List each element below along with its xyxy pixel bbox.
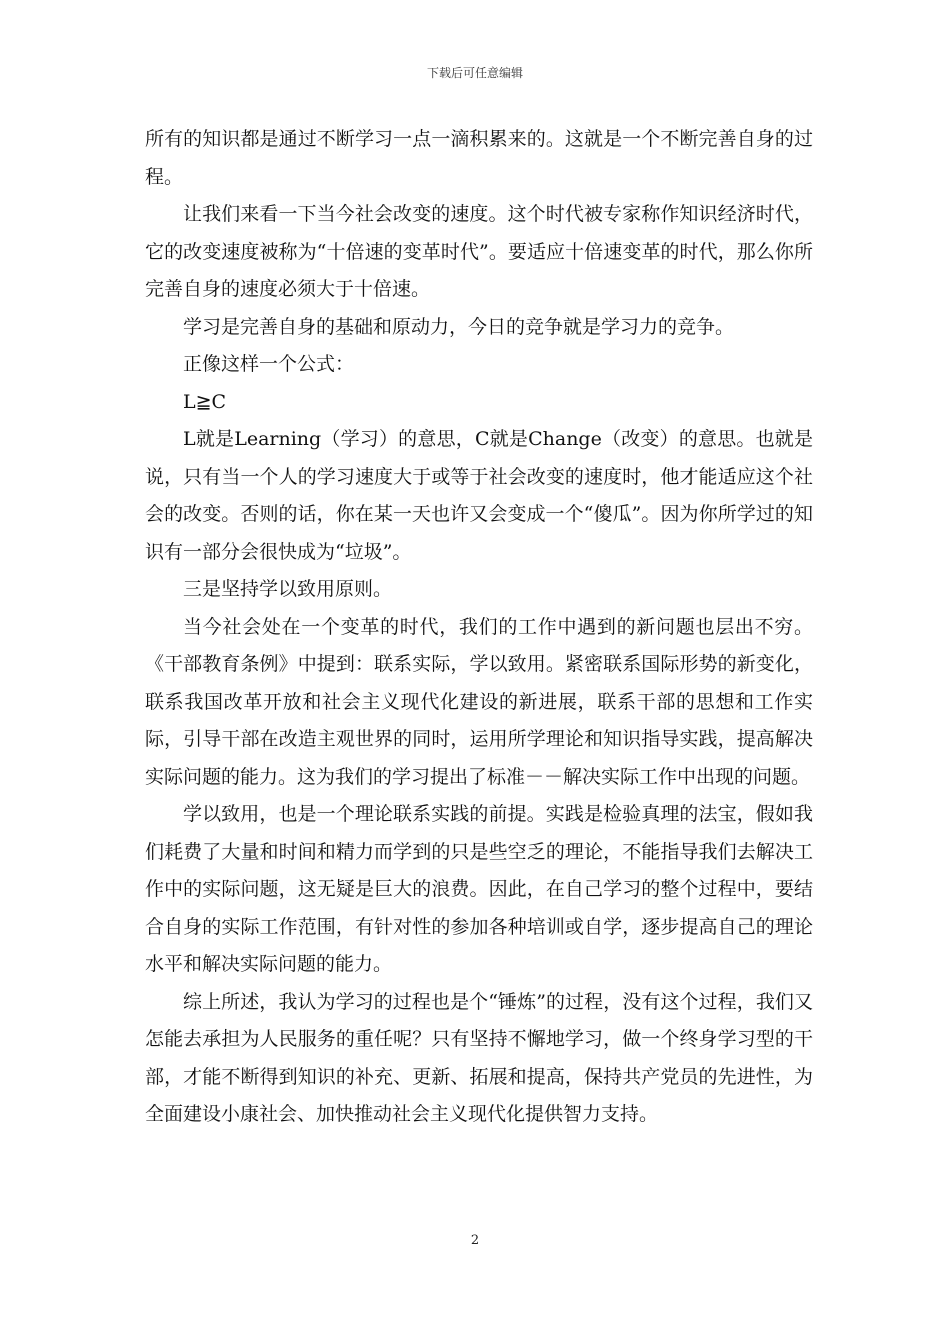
paragraph-7: 三是坚持学以致用原则。 [183,578,393,600]
paragraph-2: 让我们来看一下当今社会改变的速度。这个时代被专家称作知识经济时代，它的改变速度被称为“十倍速的变革时代”。要适应十倍速变革的时代，那么你所完善自身的速度必须大于十倍速。 [145,203,813,300]
document-body [145,121,813,1134]
paragraph-6: L就是Learning（学习）的意思，C就是Change（改变）的意思。也就是说，只有当一个人的学习速度大于或等于社会改变的速度时，他才能适应这个社会的改变。否则的话，你在某一天也许又会变成一个“傻瓜”。因为你所学过的知识有一部分会很快成为“垃圾”。 [145,428,813,563]
paragraph-10: 综上所述，我认为学习的过程也是个“锤炼”的过程，没有这个过程，我们又怎能去承担为人民服务的重任呢？只有坚持不懈地学习，做一个终身学习型的干部，才能不断得到知识的补充、更新、拓展和提高，保持共产党员的先进性，为全面建设小康社会、加快推动社会主义现代化提供智力支持。 [145,990,813,1125]
formula-line: L≧C [183,390,227,413]
paragraph-4: 正像这样一个公式： [183,353,355,375]
page-header: 下载后可任意编辑 [426,66,523,80]
paragraph-1: 所有的知识都是通过不断学习一点一滴积累来的。这就是一个不断完善自身的过程。 [145,128,813,188]
page-number: 2 [470,1233,480,1248]
paragraph-3: 学习是完善自身的基础和原动力，今日的竞争就是学习力的竞争。 [183,315,735,338]
paragraph-8: 当今社会处在一个变革的时代，我们的工作中遇到的新问题也层出不穷。《干部教育条例》中提到：联系实际，学以致用。紧密联系国际形势的新变化，联系我国改革开放和社会主义现代化建设的新进展，联系干部的思想和工作实际，引导干部在改造主观世界的同时，运用所学理论和知识指导实践，提高解决实际问题的能力。这为我们的学习提出了标准－－解决实际工作中出现的问题。 [145,615,813,788]
paragraph-9: 学以致用，也是一个理论联系实践的前提。实践是检验真理的法宝，假如我们耗费了大量和时间和精力而学到的只是些空乏的理论，不能指导我们去解决工作中的实际问题，这无疑是巨大的浪费。因此，在自己学习的整个过程中，要结合自身的实际工作范围，有针对性的参加各种培训或自学，逐步提高自己的理论水平和解决实际问题的能力。 [145,803,813,975]
